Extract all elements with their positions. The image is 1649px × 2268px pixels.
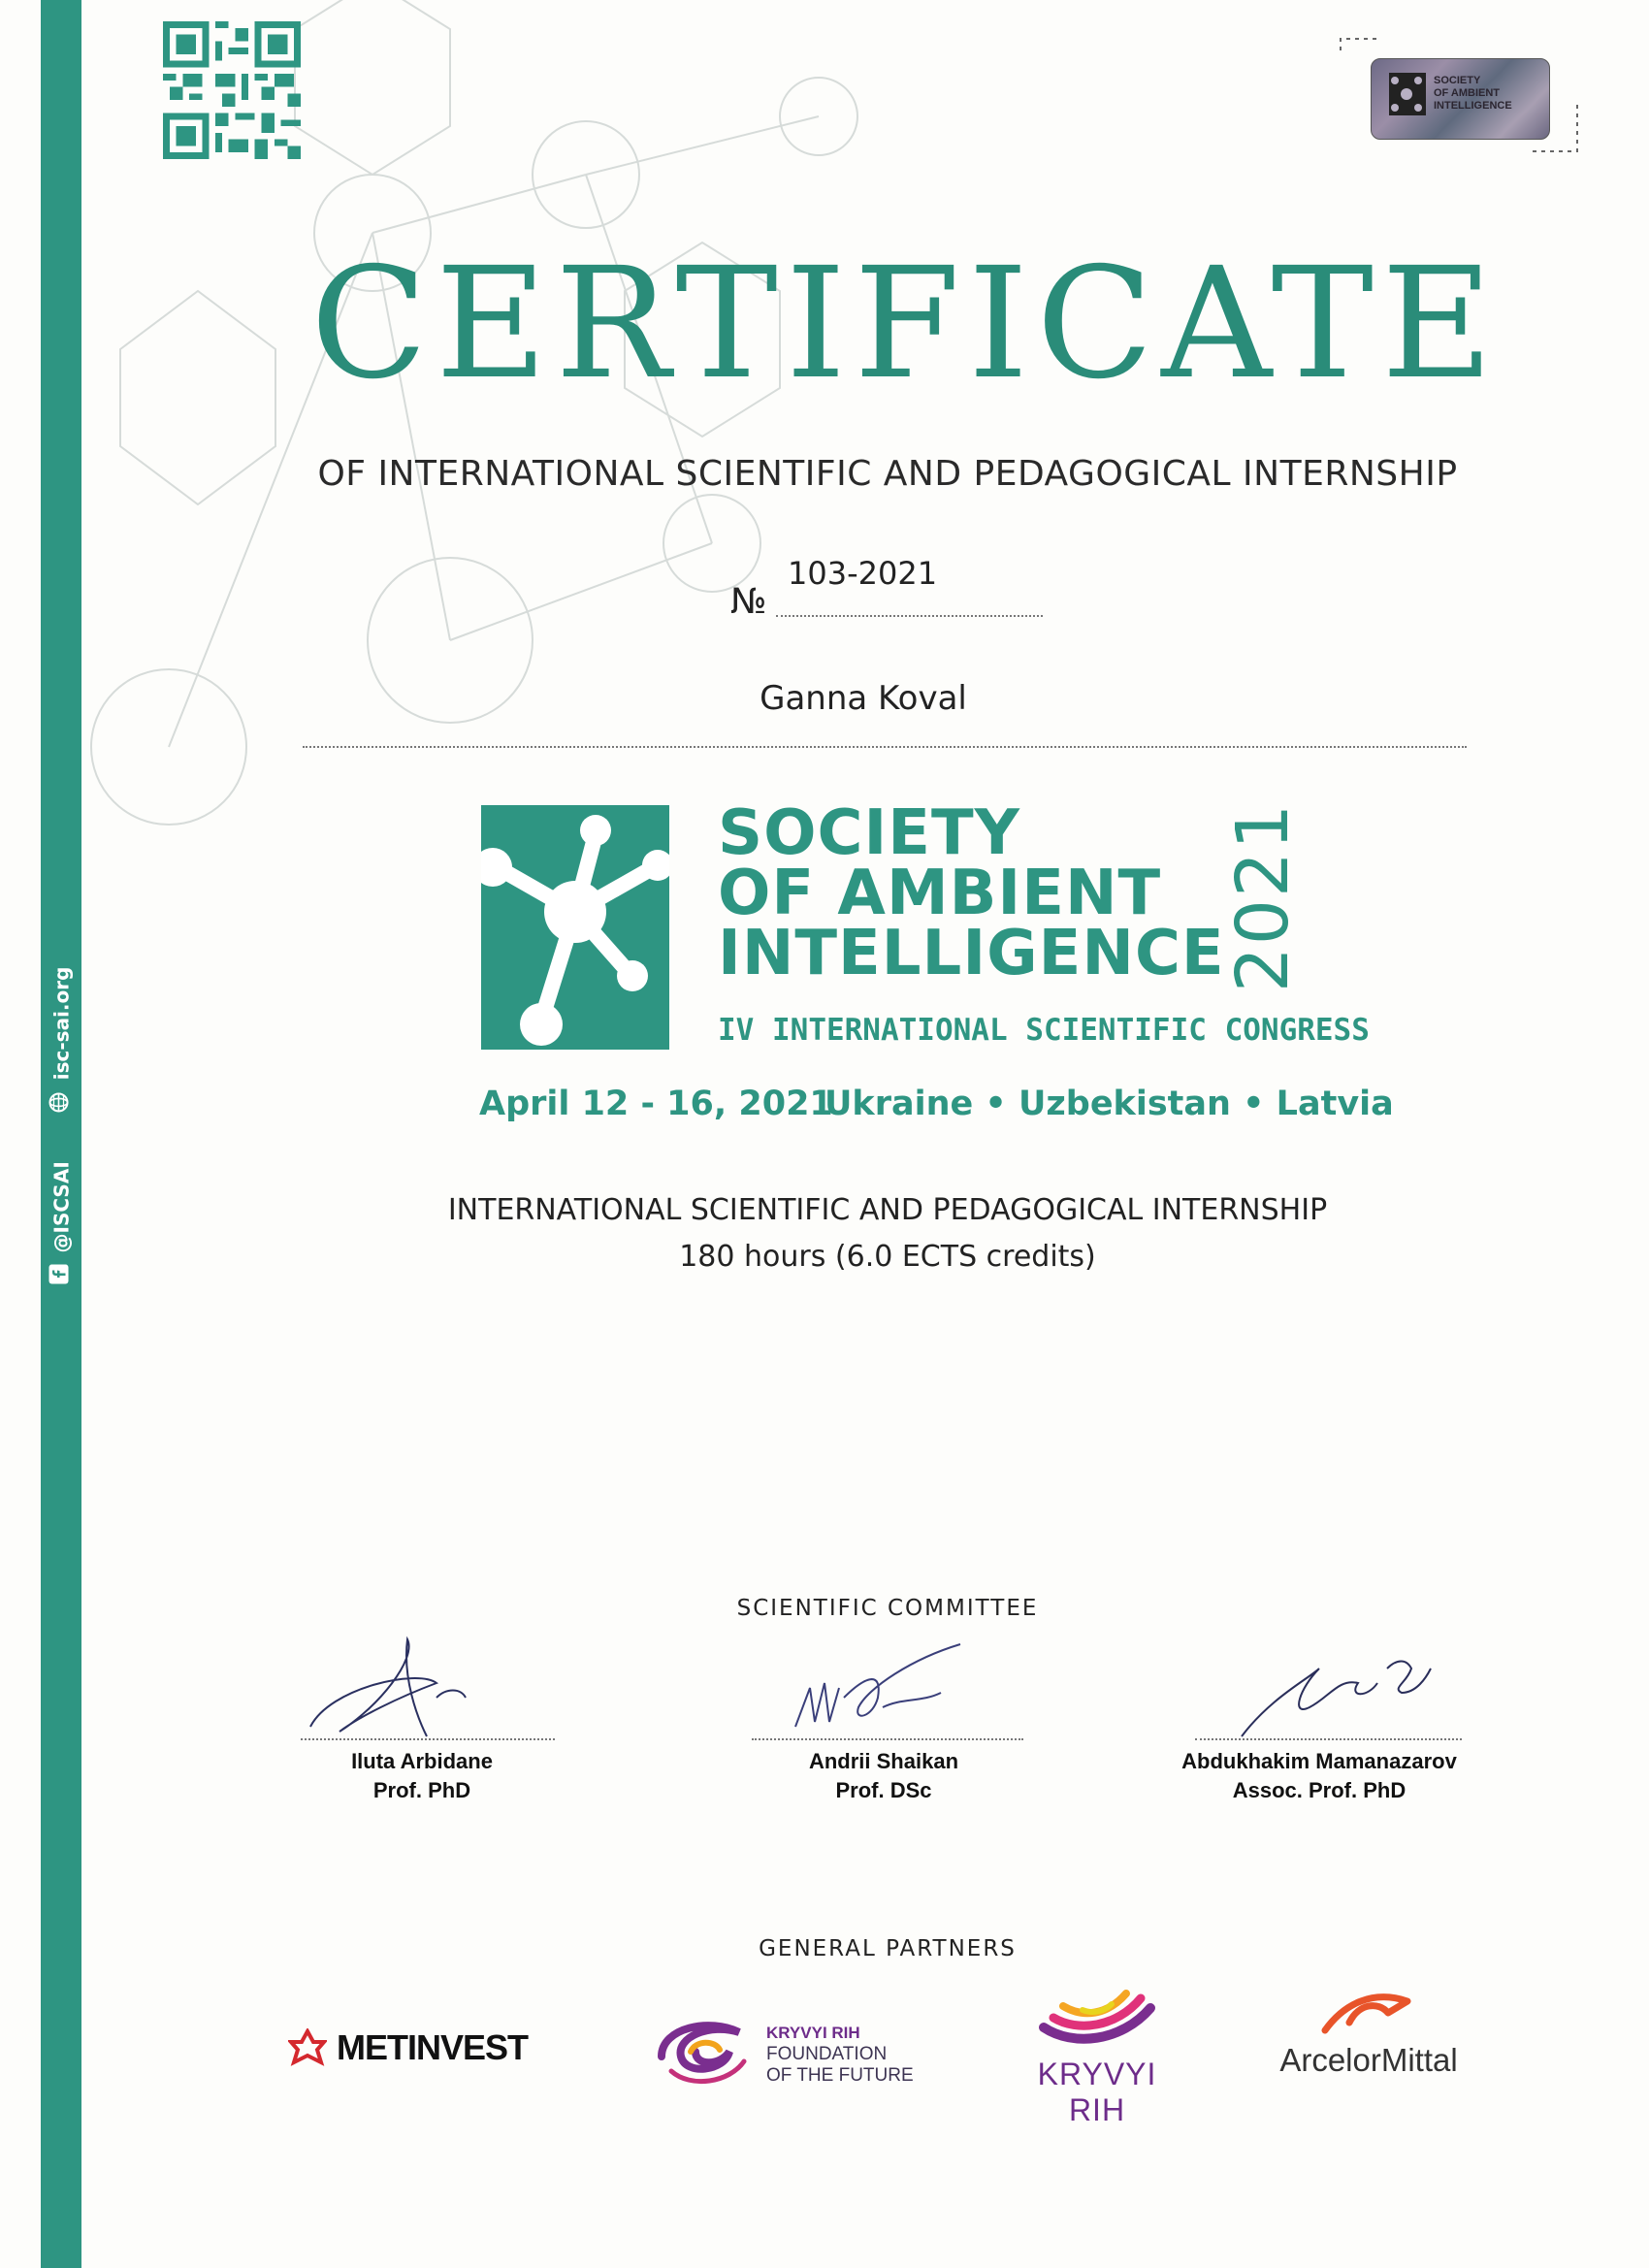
committee-heading: SCIENTIFIC COMMITTEE xyxy=(736,1596,1039,1621)
hologram-seal xyxy=(1371,58,1550,140)
committee-member-title: Prof. DSc xyxy=(835,1778,932,1802)
facebook-handle: @ISCSAI xyxy=(49,1161,73,1253)
foundation-name-line: KRYVYI RIH xyxy=(766,2024,860,2042)
committee-member-title: Prof. PhD xyxy=(372,1778,471,1802)
partner-kryvyi-rih: KRYVYI RIH xyxy=(1005,1989,1189,2128)
number-label: № xyxy=(730,582,767,622)
society-logo-mark xyxy=(1389,73,1426,115)
certificate-number: 103-2021 xyxy=(788,555,938,592)
congress-year: 2021 xyxy=(1221,801,1305,993)
side-social-text xyxy=(48,967,75,1284)
qr-code[interactable] xyxy=(163,21,301,159)
certificate-title: CERTIFICATE xyxy=(310,235,1502,413)
partner-kryvyi-rih-foundation xyxy=(652,2013,914,2094)
signature-line-2 xyxy=(752,1738,1023,1740)
congress-title: IV INTERNATIONAL SCIENTIFIC CONGRESS xyxy=(718,1013,1370,1048)
partner-metinvest: METINVEST xyxy=(288,2027,528,2068)
society-logo xyxy=(481,805,669,1050)
signature-line-3 xyxy=(1195,1738,1462,1740)
number-dotted-line xyxy=(776,615,1043,617)
foundation-name-line: OF THE FUTURE xyxy=(766,2065,914,2086)
signature-line-1 xyxy=(301,1738,555,1740)
congress-countries: Ukraine • Uzbekistan • Latvia xyxy=(824,1085,1394,1123)
society-name: SOCIETY OF AMBIENT INTELLIGENCE xyxy=(718,797,1225,989)
partners-heading: GENERAL PARTNERS xyxy=(759,1936,1017,1961)
signature-2 xyxy=(786,1639,980,1746)
kryvyi-rih-logo-icon xyxy=(1034,1989,1160,2047)
congress-dates: April 12 - 16, 2021 xyxy=(479,1085,833,1123)
committee-member-name: Iluta Arbidane xyxy=(351,1749,493,1773)
committee-member-name: Abdukhakim Mamanazarov xyxy=(1181,1749,1457,1773)
committee-member-name: Andrii Shaikan xyxy=(808,1749,959,1773)
signature-1 xyxy=(301,1630,524,1756)
arcelormittal-logo-icon xyxy=(1320,1984,1417,2034)
recipient-name: Ganna Koval xyxy=(760,679,967,718)
seal-text: SOCIETY OF AMBIENT INTELLIGENCE xyxy=(1434,75,1512,112)
globe-icon xyxy=(48,1091,75,1113)
metinvest-logo-icon xyxy=(288,2028,327,2067)
partner-arcelormittal: ArcelorMittal xyxy=(1267,1984,1471,2079)
recipient-dotted-line xyxy=(303,746,1467,748)
internship-hours: 180 hours (6.0 ECTS credits) xyxy=(679,1240,1096,1274)
committee-member-title: Assoc. Prof. PhD xyxy=(1232,1778,1406,1802)
foundation-swirl-icon xyxy=(652,2013,759,2090)
certificate-subtitle: OF INTERNATIONAL SCIENTIFIC AND PEDAGOGICAL INTERNSHIP xyxy=(317,454,1458,494)
internship-title: INTERNATIONAL SCIENTIFIC AND PEDAGOGICAL INTERNSHIP xyxy=(447,1193,1328,1227)
website-text: isc-sai.org xyxy=(49,966,73,1081)
foundation-name-line: FOUNDATION xyxy=(766,2044,888,2064)
signature-3 xyxy=(1232,1639,1445,1746)
facebook-icon xyxy=(49,1264,74,1283)
